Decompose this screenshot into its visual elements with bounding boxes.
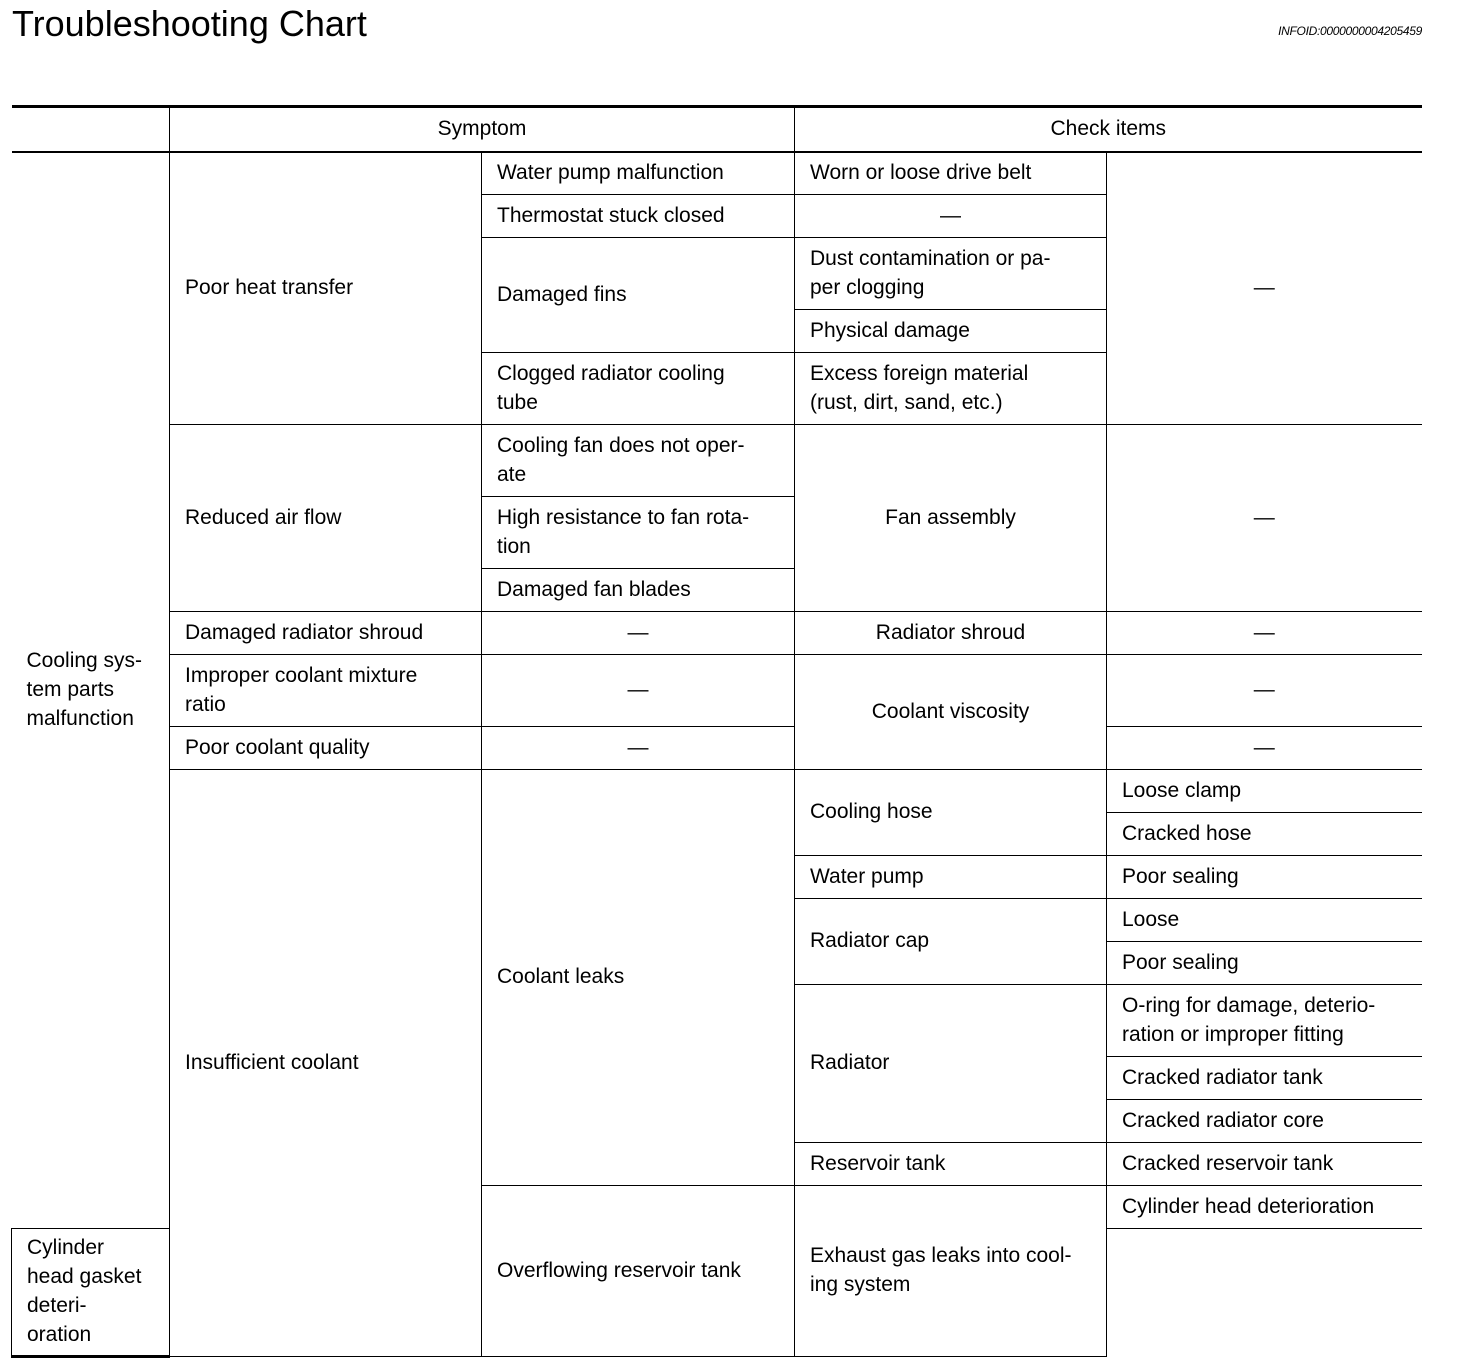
check-oring: O-ring for damage, deterio- ration or improper fitting bbox=[1107, 985, 1422, 1057]
table-header-row bbox=[12, 107, 1422, 152]
header-check-items: Check items bbox=[795, 107, 1422, 152]
check-cooling-hose: Cooling hose bbox=[795, 770, 1107, 856]
check-reservoir-tank: Reservoir tank bbox=[795, 1143, 1107, 1186]
troubleshooting-table bbox=[11, 105, 1422, 1358]
cause-thermostat-stuck: Thermostat stuck closed bbox=[482, 195, 795, 238]
cause-dash: — bbox=[482, 612, 795, 655]
check-loose: Loose bbox=[1107, 899, 1422, 942]
symptom-improper-mixture: Improper coolant mixture ratio bbox=[170, 655, 482, 727]
cause-damaged-fins: Damaged fins bbox=[482, 238, 795, 353]
symptom-insufficient-coolant: Insufficient coolant bbox=[170, 770, 482, 1357]
check-cracked-hose: Cracked hose bbox=[1107, 813, 1422, 856]
table-row bbox=[12, 425, 1422, 497]
cause-water-pump-malfunction: Water pump malfunction bbox=[482, 152, 795, 195]
header-blank-cell bbox=[12, 107, 170, 152]
table-row bbox=[12, 612, 1422, 655]
info-id: INFOID:0000000004205459 bbox=[1278, 24, 1422, 38]
check-physical-damage: Physical damage bbox=[795, 310, 1107, 353]
symptom-poor-heat-transfer: Poor heat transfer bbox=[170, 152, 482, 425]
table-row bbox=[12, 770, 1422, 813]
check-cracked-core: Cracked radiator core bbox=[1107, 1100, 1422, 1143]
symptom-reduced-air-flow: Reduced air flow bbox=[170, 425, 482, 612]
check-detail-dash: — bbox=[1107, 152, 1422, 425]
check-radiator-cap: Radiator cap bbox=[795, 899, 1107, 985]
check-detail-dash: — bbox=[1107, 727, 1422, 770]
cause-dash: — bbox=[482, 727, 795, 770]
check-worn-drive-belt: Worn or loose drive belt bbox=[795, 152, 1107, 195]
symptom-poor-coolant-quality: Poor coolant quality bbox=[170, 727, 482, 770]
check-cyl-head-gasket: Cylinder head gasket deteri- oration bbox=[12, 1229, 170, 1357]
table-row bbox=[12, 727, 1422, 770]
cause-clogged-tube: Clogged radiator cooling tube bbox=[482, 353, 795, 425]
table-row bbox=[12, 655, 1422, 727]
check-exhaust-gas: Exhaust gas leaks into cool- ing system bbox=[795, 1186, 1107, 1357]
check-coolant-viscosity: Coolant viscosity bbox=[795, 655, 1107, 770]
check-cracked-reservoir: Cracked reservoir tank bbox=[1107, 1143, 1422, 1186]
check-excess-foreign: Excess foreign material (rust, dirt, sand, etc.) bbox=[795, 353, 1107, 425]
cause-overflowing-reservoir: Overflowing reservoir tank bbox=[482, 1186, 795, 1357]
check-radiator: Radiator bbox=[795, 985, 1107, 1143]
check-cyl-head-det: Cylinder head deterioration bbox=[1107, 1186, 1422, 1229]
check-poor-sealing: Poor sealing bbox=[1107, 856, 1422, 899]
header-symptom: Symptom bbox=[170, 107, 795, 152]
cause-fan-not-operate: Cooling fan does not oper- ate bbox=[482, 425, 795, 497]
check-dust-contamination: Dust contamination or pa- per clogging bbox=[795, 238, 1107, 310]
page-title: Troubleshooting Chart bbox=[12, 3, 367, 44]
category-cell: Cooling sys- tem parts malfunction bbox=[12, 152, 170, 1229]
check-detail-dash: — bbox=[1107, 612, 1422, 655]
check-radiator-shroud: Radiator shroud bbox=[795, 612, 1107, 655]
symptom-damaged-shroud: Damaged radiator shroud bbox=[170, 612, 482, 655]
cause-dash: — bbox=[482, 655, 795, 727]
check-water-pump: Water pump bbox=[795, 856, 1107, 899]
check-fan-assembly: Fan assembly bbox=[795, 425, 1107, 612]
check-detail-dash: — bbox=[1107, 425, 1422, 612]
table-row bbox=[12, 152, 1422, 195]
check-detail-dash: — bbox=[1107, 655, 1422, 727]
check-dash: — bbox=[795, 195, 1107, 238]
check-cracked-tank: Cracked radiator tank bbox=[1107, 1057, 1422, 1100]
check-poor-sealing-cap: Poor sealing bbox=[1107, 942, 1422, 985]
cause-high-resistance: High resistance to fan rota- tion bbox=[482, 497, 795, 569]
cause-coolant-leaks: Coolant leaks bbox=[482, 770, 795, 1186]
check-loose-clamp: Loose clamp bbox=[1107, 770, 1422, 813]
cause-damaged-fan-blades: Damaged fan blades bbox=[482, 569, 795, 612]
